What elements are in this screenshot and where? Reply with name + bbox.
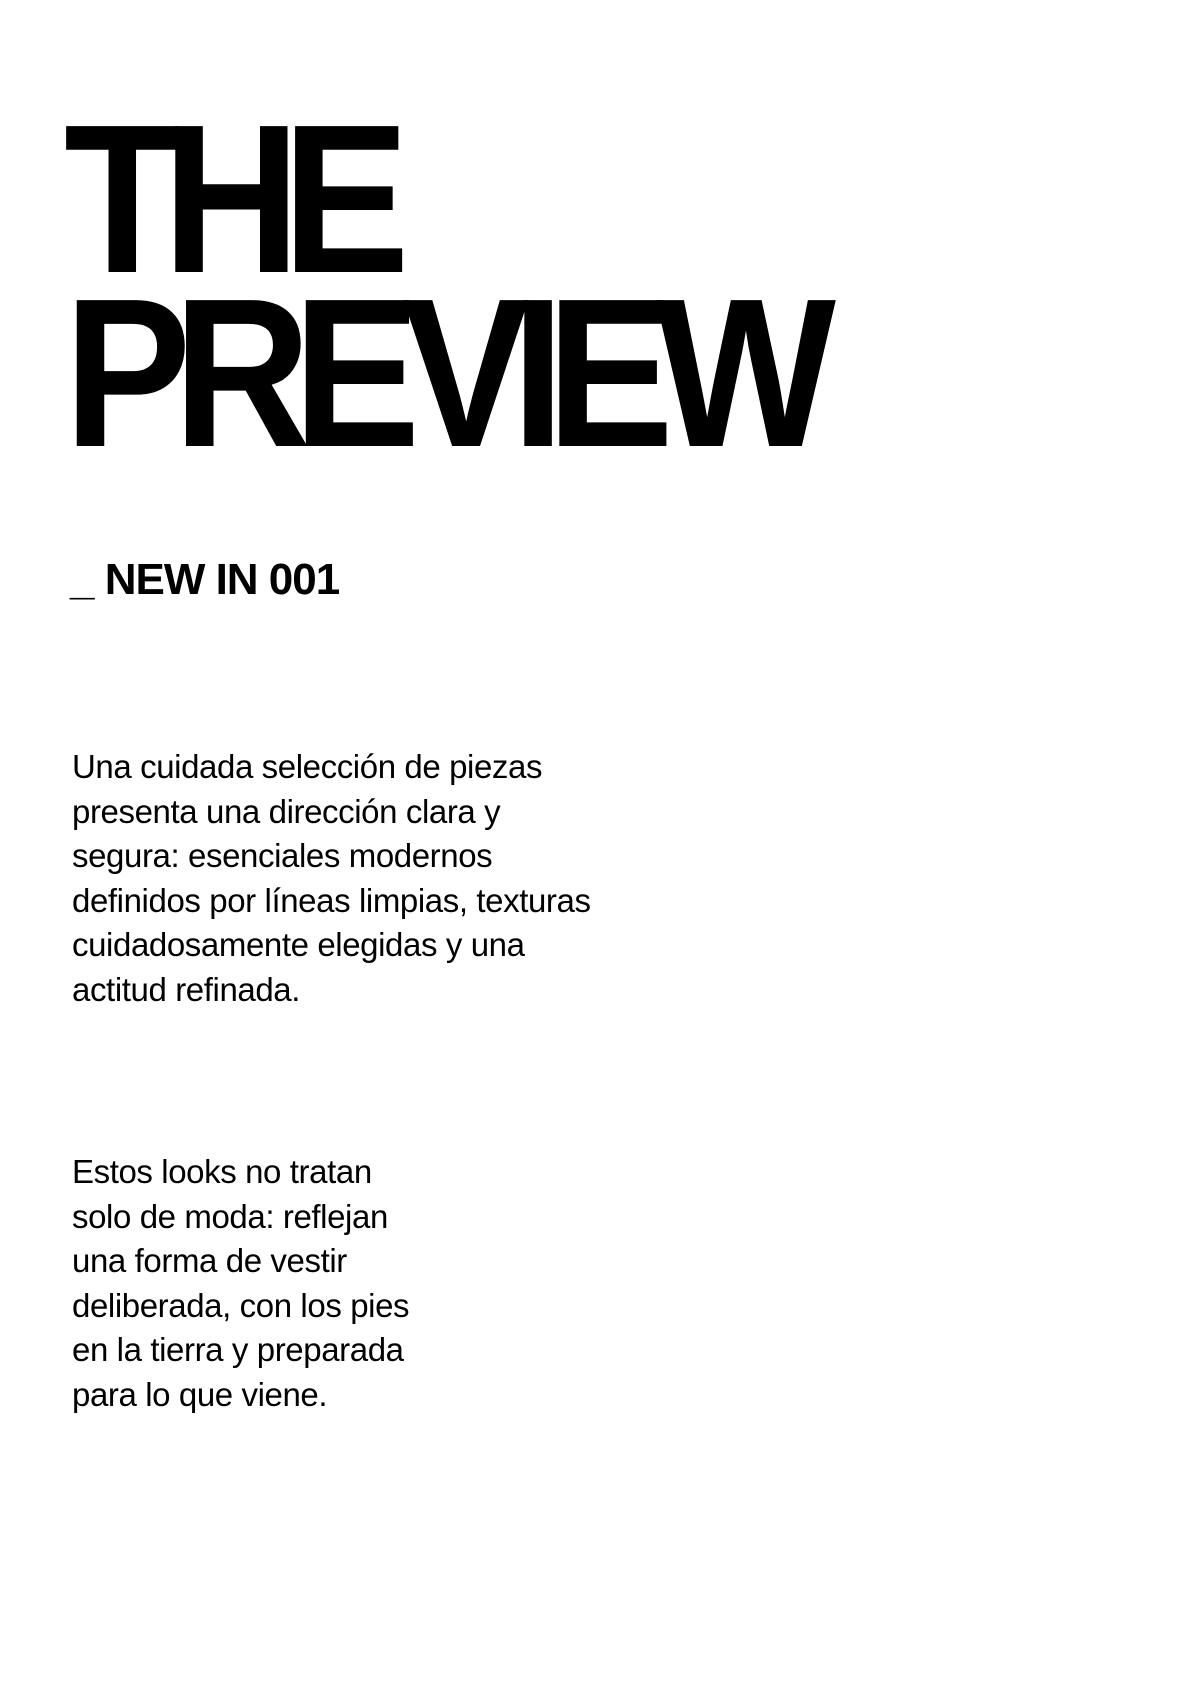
paragraph-line: presenta una dirección clara y — [72, 792, 501, 830]
paragraph-line: cuidadosamente elegidas y una — [72, 926, 525, 963]
paragraph-line: una forma de vestir — [72, 1242, 347, 1279]
title-line: PREVIEW — [64, 254, 818, 491]
paragraph-line: Estos looks no tratan — [72, 1153, 372, 1190]
paragraph-line: en la tierra y preparada — [72, 1331, 404, 1368]
title-line: THE — [64, 80, 392, 317]
paragraph-line: definidos por líneas limpias, texturas — [72, 881, 591, 919]
page-title — [64, 80, 818, 491]
intro-paragraph — [72, 745, 591, 1012]
paragraph-line: Una cuidada selección de piezas — [72, 748, 543, 785]
paragraph-line: segura: esenciales modernos — [72, 837, 493, 874]
paragraph-line: deliberada, con los pies — [72, 1286, 410, 1324]
subtitle: _ NEW IN 001 — [70, 555, 340, 604]
secondary-paragraph — [72, 1150, 409, 1417]
paragraph-line: actitud refinada. — [72, 970, 301, 1008]
paragraph-line: solo de moda: reflejan — [72, 1197, 388, 1235]
paragraph-line: para lo que viene. — [72, 1375, 328, 1413]
